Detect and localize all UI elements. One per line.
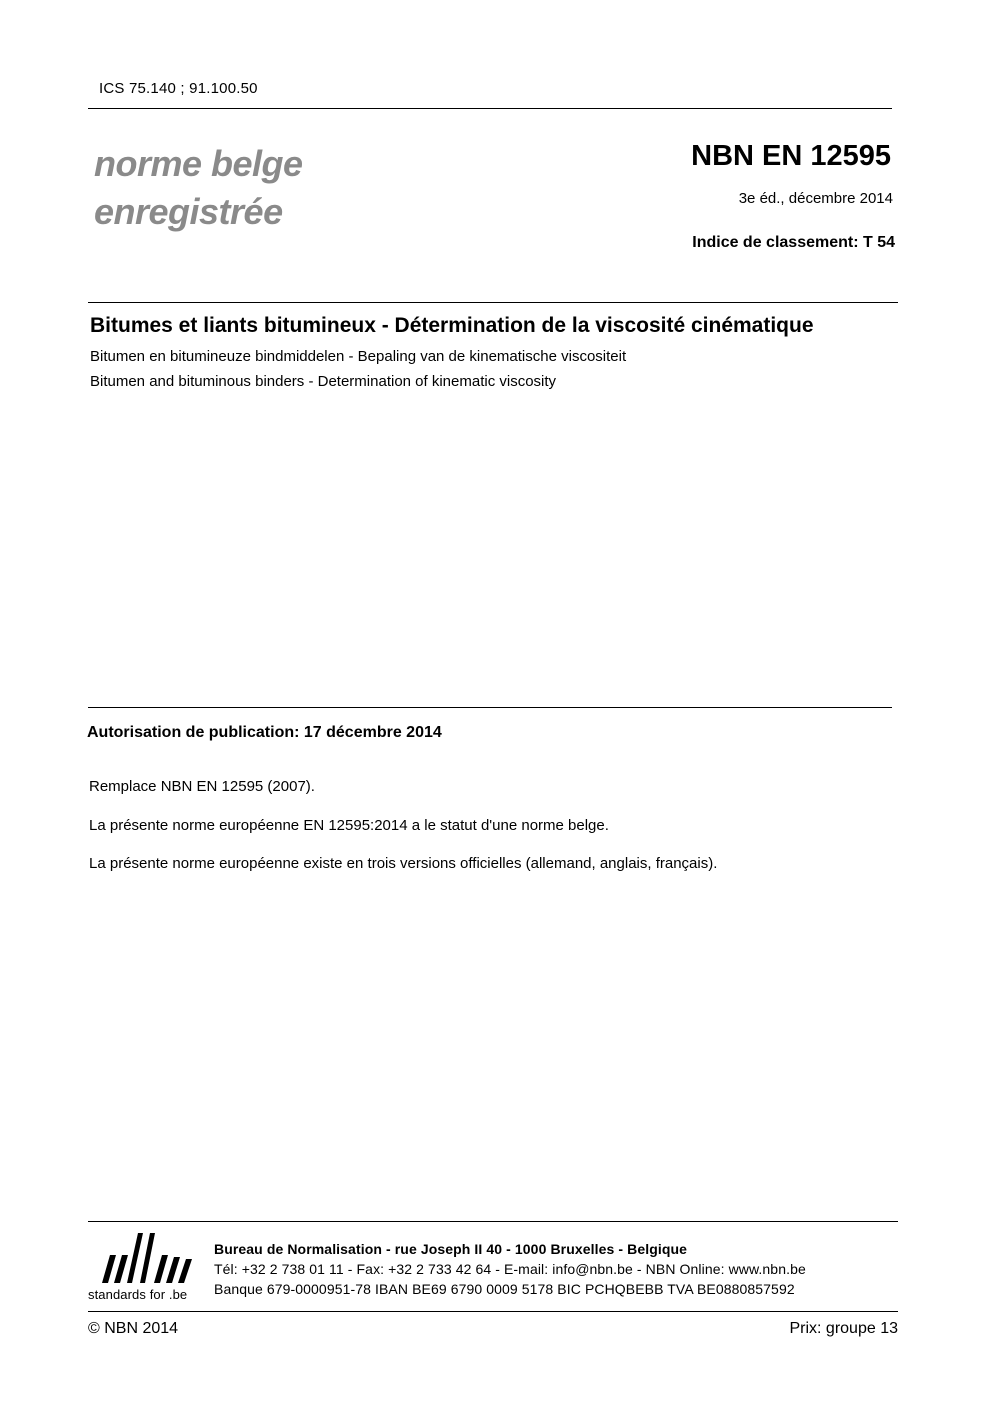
note-versions: La présente norme européenne existe en trois versions officielles (allemand, anglais, français). (89, 855, 718, 872)
norme-line-2: enregistrée (94, 191, 283, 232)
title-english: Bitumen and bituminous binders - Determination of kinematic viscosity (90, 373, 557, 390)
header-top-rule (88, 108, 892, 109)
publication-authorization: Autorisation de publication: 17 décembre 2014 (87, 724, 442, 741)
footer-top-rule (88, 1221, 898, 1222)
note-replaces: Remplace NBN EN 12595 (2007). (89, 778, 315, 795)
title-dutch: Bitumen en bitumineuze bindmiddelen - Bepaling van de kinematische viscositeit (90, 348, 627, 365)
footer-address: Bureau de Normalisation - rue Joseph II 40 - 1000 Bruxelles - Belgique (214, 1241, 688, 1257)
footer-contact: Tél: +32 2 738 01 11 - Fax: +32 2 733 42 64 - E-mail: info@nbn.be - NBN Online: www.nbn.be (214, 1261, 806, 1277)
ics-codes: ICS 75.140 ; 91.100.50 (99, 80, 258, 97)
title-top-rule (88, 302, 898, 303)
footer-bank: Banque 679-0000951-78 IBAN BE69 6790 0009 5178 BIC PCHQBEBB TVA BE0880857592 (214, 1281, 795, 1297)
classement-index: Indice de classement: T 54 (692, 234, 895, 251)
nbn-logo (88, 1227, 200, 1307)
publication-top-rule (88, 707, 892, 708)
norme-belge-heading (94, 140, 303, 236)
edition-date: 3e éd., décembre 2014 (738, 190, 893, 207)
norme-line-1: norme belge (94, 143, 303, 184)
copyright: © NBN 2014 (88, 1320, 179, 1337)
price-group: Prix: groupe 13 (789, 1320, 898, 1337)
logo-tagline: standards for .be (88, 1287, 188, 1302)
title-french: Bitumes et liants bitumineux - Détermination de la viscosité cinématique (90, 314, 814, 337)
standard-number: NBN EN 12595 (691, 140, 891, 172)
footer-bottom-rule (88, 1311, 898, 1312)
note-status: La présente norme européenne EN 12595:2014 a le statut d'une norme belge. (89, 817, 609, 834)
